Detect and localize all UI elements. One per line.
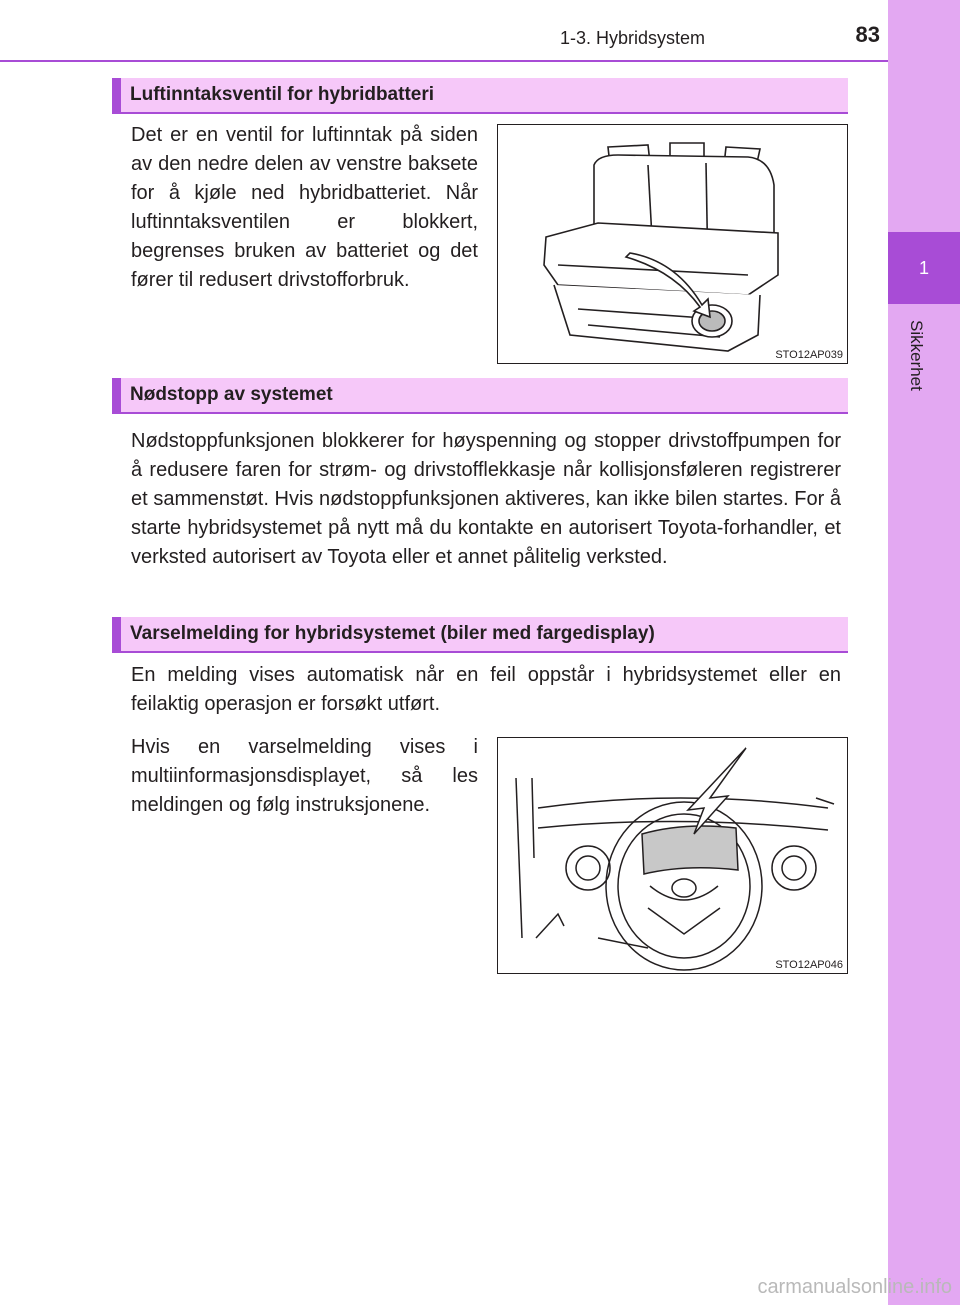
section-text-warning-message: En melding vises automatisk når en feil oppstår i hybridsystemet eller en feilaktig operasjon er forsøkt utført.	[131, 664, 841, 715]
chapter-label: Sikkerhet	[907, 320, 926, 391]
figure-code: STO12AP039	[775, 349, 843, 361]
chapter-side-tab	[888, 0, 960, 1305]
header-section-title: 1-3. Hybridsystem	[560, 28, 706, 48]
dashboard-illustration	[498, 738, 847, 973]
dashboard-figure	[497, 737, 848, 974]
chapter-number: 1	[888, 232, 960, 304]
section-heading-warning-message: Varselmelding for hybridsystemet (biler med fargedisplay)	[112, 617, 848, 653]
rear-seat-figure	[497, 124, 848, 364]
section-text-air-intake: Det er en ventil for luftinntak på siden av den nedre delen av venstre baksete for å kjøle ned hybridbatteriet. Når luftinntaksventilen er blokkert, begrenses bruken av batteriet og det fører til redusert drivstofforbruk.	[131, 124, 478, 291]
page-number: 83	[855, 22, 880, 47]
section-text-emergency-stop: Nødstoppfunksjonen blokkerer for høyspenning og stopper drivstoffpumpen for å redusere faren for strøm- og drivstofflekkasje når kollisjonsføleren registrerer et sammenstøt. Hvis nødstoppfunksjonen aktiveres, kan ikke bilen startes. For å starte hybridsystemet på nytt må du kontakte en autorisert Toyota-forhandler, et verksted autorisert av Toyota eller et annet pålitelig verksted.	[131, 430, 841, 568]
header-rule	[0, 60, 888, 62]
figure-code: STO12AP046	[775, 959, 843, 971]
footer-watermark: carmanualsonline.info	[757, 1276, 952, 1298]
rear-seat-illustration	[498, 125, 847, 363]
section-heading-air-intake: Luftinntaksventil for hybridbatteri	[112, 78, 848, 114]
section-text-warning-instructions: Hvis en varselmelding vises i multiinformasjonsdisplayet, så les meldingen og følg instruksjonene.	[131, 736, 478, 816]
section-heading-emergency-stop: Nødstopp av systemet	[112, 378, 848, 414]
